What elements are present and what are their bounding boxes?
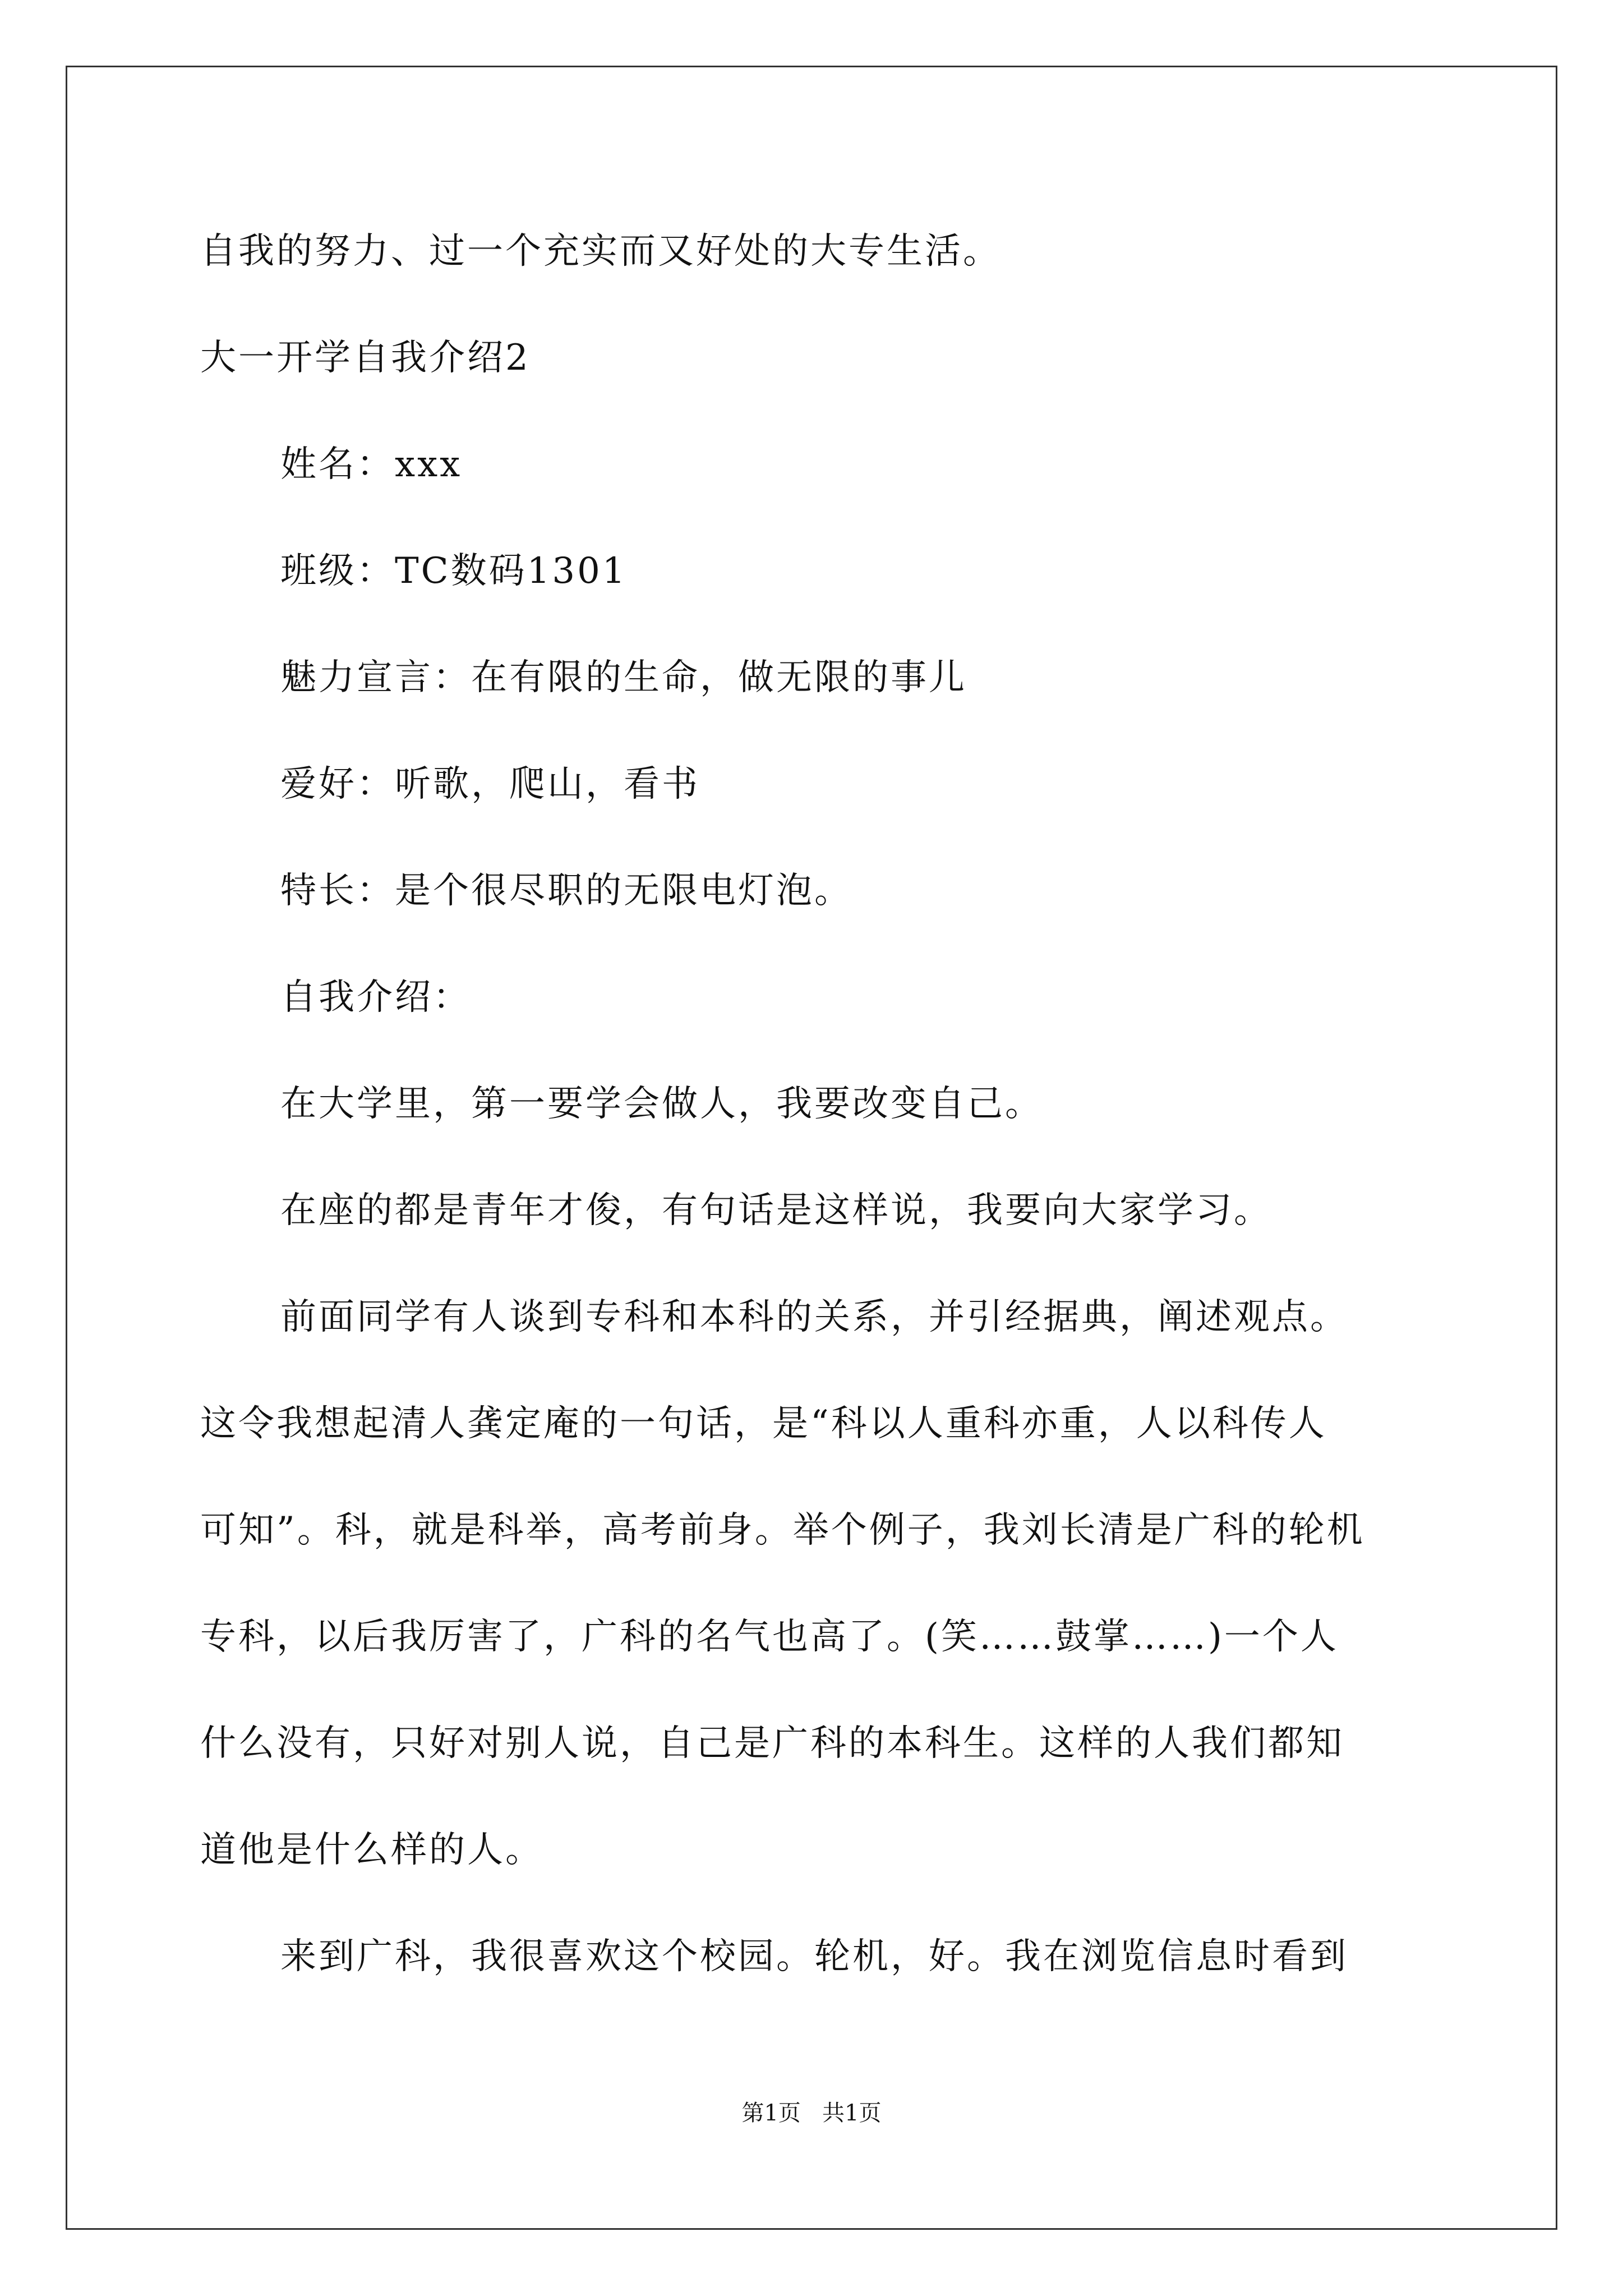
paragraph-3-line-4: 专科，以后我厉害了，广科的名气也高了。(笑……鼓掌……)一个人: [200, 1616, 1339, 1658]
text-line-1: 自我的努力、过一个充实而又好处的大专生活。: [200, 231, 1001, 272]
paragraph-3-line-1: 前面同学有人谈到专科和本科的关系，并引经据典，阐述观点。: [280, 1296, 1348, 1338]
field-hobbies: 爱好：听歌，爬山，看书: [280, 763, 700, 805]
paragraph-1: 在大学里，第一要学会做人，我要改变自己。: [280, 1083, 1043, 1125]
paragraph-2: 在座的都是青年才俊，有句话是这样说，我要向大家学习。: [280, 1190, 1272, 1231]
field-specialty: 特长：是个很尽职的无限电灯泡。: [280, 870, 852, 912]
field-motto: 魅力宣言：在有限的生命，做无限的事儿: [280, 657, 967, 698]
field-name: 姓名：xxx: [280, 444, 463, 485]
paragraph-3-line-5: 什么没有，只好对别人说，自己是广科的本科生。这样的人我们都知: [200, 1723, 1344, 1764]
self-intro-label: 自我介绍：: [280, 977, 471, 1018]
page-border: [66, 66, 1557, 2230]
paragraph-3-line-6: 道他是什么样的人。: [200, 1829, 543, 1871]
paragraph-4-line-1: 来到广科，我很喜欢这个校园。轮机，好。我在浏览信息时看到: [280, 1936, 1348, 1977]
page-footer: 第1页 共1页: [741, 2100, 882, 2126]
section-heading: 大一开学自我介绍2: [200, 337, 531, 379]
paragraph-3-line-2: 这令我想起清人龚定庵的一句话，是“科以人重科亦重，人以科传人: [200, 1403, 1327, 1444]
paragraph-3-line-3: 可知”。科，就是科举，高考前身。举个例子，我刘长清是广科的轮机: [200, 1510, 1365, 1551]
field-class: 班级：TC数码1301: [280, 550, 628, 592]
